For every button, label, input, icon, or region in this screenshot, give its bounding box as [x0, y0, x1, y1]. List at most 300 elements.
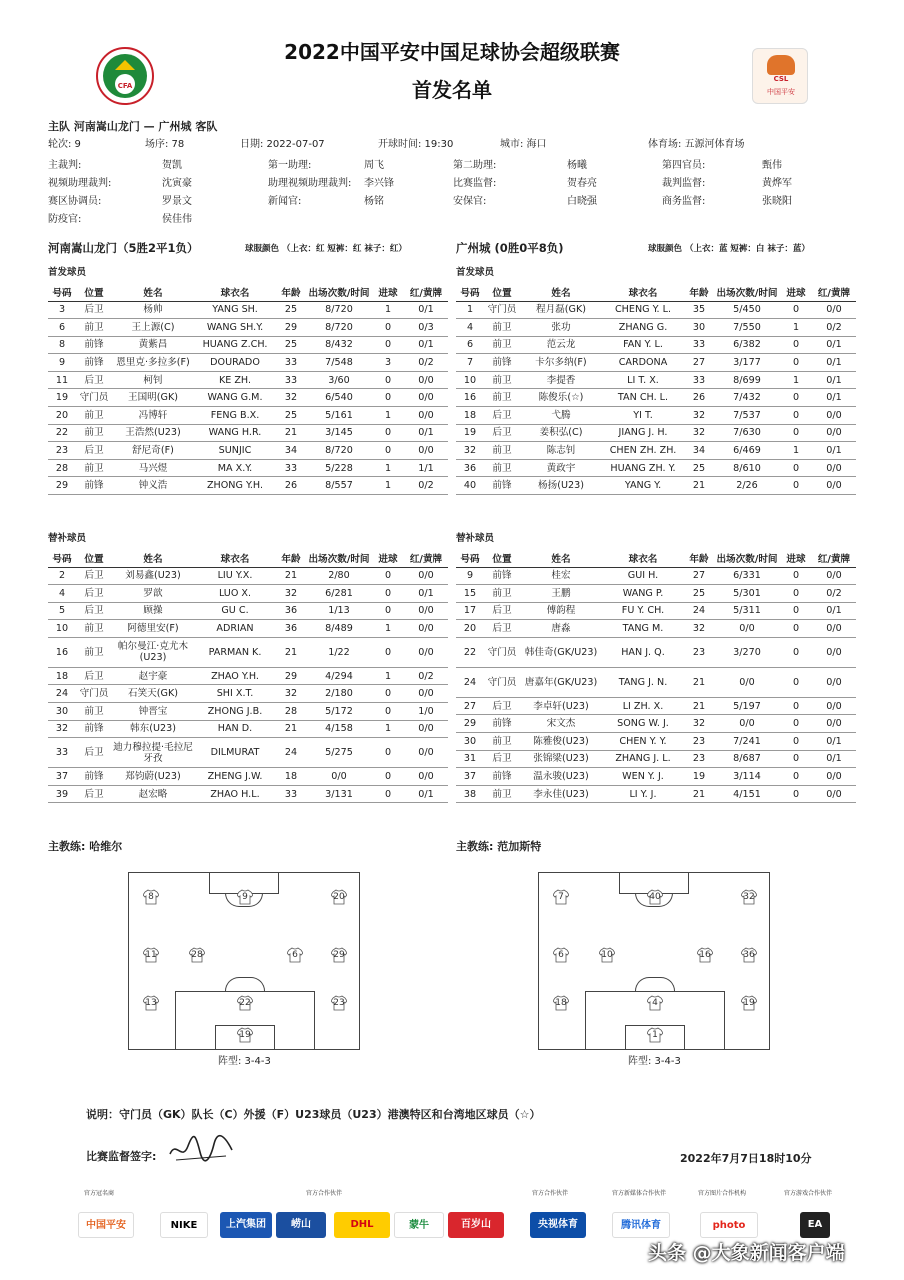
- official-cell: 赛区协调员:: [48, 196, 102, 207]
- table-row: [48, 371, 448, 389]
- table-cell: 11: [48, 371, 76, 389]
- player-shirt: [741, 947, 757, 963]
- away-coach: 主教练: 范加斯特: [456, 840, 542, 853]
- official-cell: 第一助理:: [268, 160, 312, 171]
- player-shirt: [331, 889, 347, 905]
- table-cell: 0/0: [404, 738, 448, 768]
- table-cell: 王鹏: [520, 585, 602, 603]
- table-cell: 6: [48, 319, 76, 337]
- legend: 说明：守门员（GK）队长（C）外援（F）U23球员（U23）港澳特区和台湾地区球员（☆）: [86, 1108, 541, 1121]
- table-cell: 前锋: [484, 354, 520, 372]
- table-cell: 0/0: [812, 667, 856, 697]
- table-cell: 38: [456, 785, 484, 803]
- table-cell: 0: [780, 620, 812, 638]
- table-cell: 0/2: [404, 667, 448, 685]
- table-cell: 赵宇豪: [112, 667, 194, 685]
- table-cell: ZHONG Y.H.: [194, 477, 276, 495]
- table-cell: ZHAO H.L.: [194, 785, 276, 803]
- official-cell: 主裁判:: [48, 160, 82, 171]
- table-cell: CHEN ZH. ZH.: [602, 442, 684, 460]
- player-shirt: [143, 889, 159, 905]
- table-cell: 0: [372, 785, 404, 803]
- table-cell: 前锋: [76, 354, 112, 372]
- sponsor-logo: 百岁山: [448, 1212, 504, 1238]
- table-cell: 0/1: [812, 733, 856, 751]
- table-cell: YANG Y.: [602, 477, 684, 495]
- column-header: 年龄: [684, 550, 714, 567]
- table-row: [48, 720, 448, 738]
- table-cell: 桂宏: [520, 567, 602, 585]
- table-cell: 1/22: [306, 637, 372, 667]
- table-cell: 22: [48, 424, 76, 442]
- table-cell: 0/0: [812, 697, 856, 715]
- table-cell: 3/131: [306, 785, 372, 803]
- table-row: [456, 602, 856, 620]
- sponsor-logo: 崂山: [276, 1212, 326, 1238]
- official-cell: 比赛监督:: [453, 178, 497, 189]
- table-row: [456, 715, 856, 733]
- table-cell: 0/1: [404, 585, 448, 603]
- table-cell: WANG P.: [602, 585, 684, 603]
- table-cell: 10: [456, 371, 484, 389]
- table-cell: HAN D.: [194, 720, 276, 738]
- shirt-number: 9: [242, 892, 248, 902]
- table-cell: 0/2: [812, 585, 856, 603]
- table-cell: 陈俊乐(☆): [520, 389, 602, 407]
- official-cell: 杨铭: [364, 196, 384, 207]
- column-header: 红/黄牌: [404, 284, 448, 301]
- table-cell: 李卓轩(U23): [520, 697, 602, 715]
- shirt-number: 10: [601, 950, 613, 960]
- table-cell: 36: [276, 602, 306, 620]
- column-header: 号码: [48, 284, 76, 301]
- table-row: [456, 697, 856, 715]
- column-header: 红/黄牌: [404, 550, 448, 567]
- table-cell: 26: [276, 477, 306, 495]
- table-cell: 钟义浩: [112, 477, 194, 495]
- table-cell: 16: [456, 389, 484, 407]
- table-cell: 26: [684, 389, 714, 407]
- sponsor-label: 官方冠名商: [84, 1190, 115, 1197]
- table-cell: 0: [372, 685, 404, 703]
- home-starters-table: [48, 284, 448, 495]
- official-cell: 助理视频助理裁判:: [268, 178, 352, 189]
- table-cell: 阿德里安(F): [112, 620, 194, 638]
- timestamp: 2022年7月7日18时10分: [680, 1152, 812, 1165]
- table-cell: 40: [456, 477, 484, 495]
- table-cell: 8/687: [714, 750, 780, 768]
- table-cell: 5/197: [714, 697, 780, 715]
- table-cell: 23: [684, 750, 714, 768]
- table-cell: 前卫: [484, 733, 520, 751]
- table-cell: 3/60: [306, 371, 372, 389]
- table-cell: 0/0: [812, 715, 856, 733]
- table-cell: 陈志钊: [520, 442, 602, 460]
- table-cell: 23: [684, 733, 714, 751]
- column-header: 号码: [456, 550, 484, 567]
- table-cell: 0: [372, 602, 404, 620]
- table-cell: 5/275: [306, 738, 372, 768]
- column-header: 年龄: [276, 550, 306, 567]
- table-cell: 18: [276, 768, 306, 786]
- sponsor-label: 官方新媒体合作伙伴: [612, 1190, 667, 1197]
- home-subs-label: 替补球员: [48, 533, 87, 544]
- table-cell: 32: [456, 442, 484, 460]
- home-coach: 主教练: 哈维尔: [48, 840, 123, 853]
- table-cell: 31: [456, 750, 484, 768]
- table-cell: 7/241: [714, 733, 780, 751]
- teams-line: 主队 河南嵩山龙门 — 广州城 客队: [48, 120, 218, 133]
- official-cell: 杨曦: [567, 160, 587, 171]
- table-cell: 0: [372, 371, 404, 389]
- official-cell: 视频助理裁判:: [48, 178, 112, 189]
- table-cell: 15: [456, 585, 484, 603]
- table-cell: 唐嘉年(GK/U23): [520, 667, 602, 697]
- table-cell: 32: [684, 715, 714, 733]
- column-header: 位置: [484, 550, 520, 567]
- table-cell: 32: [684, 424, 714, 442]
- table-cell: 石笑天(GK): [112, 685, 194, 703]
- table-cell: PARMAN K.: [194, 637, 276, 667]
- table-row: [48, 768, 448, 786]
- column-header: 出场次数/时间: [714, 284, 780, 301]
- table-cell: LI T. X.: [602, 371, 684, 389]
- table-cell: 1: [372, 667, 404, 685]
- official-cell: 新闻官:: [268, 196, 302, 207]
- csl-sponsor: 中国平安: [767, 88, 795, 96]
- away-kit: 球服颜色 （上衣：蓝 短裤：白 袜子：蓝）: [648, 244, 810, 254]
- table-cell: 柯钊: [112, 371, 194, 389]
- table-cell: 39: [48, 785, 76, 803]
- table-cell: 张功: [520, 319, 602, 337]
- table-cell: 33: [48, 738, 76, 768]
- table-cell: 30: [684, 319, 714, 337]
- table-cell: 8/699: [714, 371, 780, 389]
- table-cell: 5/311: [714, 602, 780, 620]
- player-shirt: [287, 947, 303, 963]
- table-cell: 0/0: [812, 477, 856, 495]
- official-cell: 罗景文: [162, 196, 192, 207]
- table-cell: 4/158: [306, 720, 372, 738]
- table-row: [48, 637, 448, 667]
- table-cell: 32: [276, 685, 306, 703]
- table-cell: 18: [456, 407, 484, 425]
- table-cell: 3: [372, 354, 404, 372]
- table-cell: 0/0: [404, 620, 448, 638]
- table-cell: 4: [456, 319, 484, 337]
- shirt-number: 40: [649, 892, 661, 902]
- table-cell: 37: [456, 768, 484, 786]
- table-cell: 5/172: [306, 703, 372, 721]
- table-cell: 前锋: [76, 477, 112, 495]
- table-cell: 18: [48, 667, 76, 685]
- table-cell: 后卫: [76, 738, 112, 768]
- table-cell: 0/2: [404, 477, 448, 495]
- table-cell: 李永佳(U23): [520, 785, 602, 803]
- home-kit: 球服颜色 （上衣：红 短裤：红 袜子：红）: [245, 244, 407, 254]
- column-header: 球衣名: [194, 284, 276, 301]
- table-cell: 0: [372, 585, 404, 603]
- table-cell: 前卫: [76, 319, 112, 337]
- table-cell: 后卫: [484, 750, 520, 768]
- table-cell: 30: [48, 703, 76, 721]
- table-row: [456, 585, 856, 603]
- table-cell: 帕尔曼江·克尤木(U23): [112, 637, 194, 667]
- table-row: [456, 637, 856, 667]
- table-cell: 21: [276, 720, 306, 738]
- table-cell: 1: [456, 301, 484, 319]
- sponsor-logo: EA: [800, 1212, 830, 1238]
- table-cell: 29: [276, 319, 306, 337]
- table-row: [456, 354, 856, 372]
- table-cell: 1/1: [404, 459, 448, 477]
- stadium: 体育场: 五源河体育场: [648, 139, 745, 150]
- player-shirt: [647, 1027, 663, 1043]
- table-cell: 3/145: [306, 424, 372, 442]
- player-shirt: [599, 947, 615, 963]
- table-cell: 0: [780, 354, 812, 372]
- watermark: 头条 @大象新闻客户端: [648, 1242, 845, 1264]
- table-cell: 0: [372, 637, 404, 667]
- table-cell: 唐淼: [520, 620, 602, 638]
- table-cell: 9: [48, 354, 76, 372]
- table-cell: 24: [276, 738, 306, 768]
- table-cell: 0: [780, 477, 812, 495]
- table-cell: FENG B.X.: [194, 407, 276, 425]
- table-cell: 20: [48, 407, 76, 425]
- table-cell: 1: [780, 442, 812, 460]
- table-cell: LI Y. J.: [602, 785, 684, 803]
- table-cell: 0/0: [404, 685, 448, 703]
- table-cell: 0: [372, 703, 404, 721]
- table-cell: 0: [780, 697, 812, 715]
- official-cell: 甄伟: [762, 160, 782, 171]
- table-cell: 29: [456, 715, 484, 733]
- table-cell: 2/180: [306, 685, 372, 703]
- table-cell: 33: [276, 459, 306, 477]
- table-row: [48, 354, 448, 372]
- table-cell: 33: [276, 785, 306, 803]
- table-row: [456, 567, 856, 585]
- player-shirt: [237, 889, 253, 905]
- column-header: 出场次数/时间: [306, 284, 372, 301]
- table-cell: 0/0: [404, 602, 448, 620]
- table-cell: 前锋: [76, 720, 112, 738]
- table-cell: 前卫: [484, 371, 520, 389]
- column-header: 球衣名: [194, 550, 276, 567]
- table-cell: 0: [780, 667, 812, 697]
- table-cell: 后卫: [484, 697, 520, 715]
- away-formation: 阵型: 3-4-3: [628, 1056, 681, 1067]
- table-cell: 0/0: [812, 301, 856, 319]
- shirt-number: 18: [555, 998, 567, 1008]
- table-cell: 33: [684, 336, 714, 354]
- table-cell: 后卫: [76, 602, 112, 620]
- table-cell: FAN Y. L.: [602, 336, 684, 354]
- table-cell: 0/0: [306, 768, 372, 786]
- away-starters-label: 首发球员: [456, 267, 495, 278]
- table-cell: 3/270: [714, 637, 780, 667]
- table-cell: 王浩然(U23): [112, 424, 194, 442]
- table-cell: 4/294: [306, 667, 372, 685]
- table-cell: 5/450: [714, 301, 780, 319]
- column-header: 红/黄牌: [812, 284, 856, 301]
- table-cell: 21: [276, 637, 306, 667]
- table-cell: 2: [48, 567, 76, 585]
- table-cell: 16: [48, 637, 76, 667]
- column-header: 姓名: [112, 284, 194, 301]
- table-cell: 0/0: [404, 567, 448, 585]
- column-header: 年龄: [276, 284, 306, 301]
- table-cell: 0/0: [404, 768, 448, 786]
- sponsor-label: 官方游戏合作伙伴: [784, 1190, 833, 1197]
- table-cell: 0: [780, 602, 812, 620]
- table-cell: 6/281: [306, 585, 372, 603]
- table-cell: 后卫: [484, 424, 520, 442]
- table-cell: 前卫: [76, 637, 112, 667]
- table-row: [456, 371, 856, 389]
- table-cell: 20: [456, 620, 484, 638]
- table-cell: 顾操: [112, 602, 194, 620]
- table-cell: 7/432: [714, 389, 780, 407]
- table-row: [48, 336, 448, 354]
- player-shirt: [741, 889, 757, 905]
- shirt-number: 36: [743, 950, 755, 960]
- table-cell: 32: [276, 389, 306, 407]
- player-shirt: [143, 995, 159, 1011]
- table-cell: SHI X.T.: [194, 685, 276, 703]
- table-cell: 32: [276, 585, 306, 603]
- table-cell: 0/0: [812, 620, 856, 638]
- away-starters-table: [456, 284, 856, 495]
- table-cell: 前卫: [76, 424, 112, 442]
- table-cell: 0: [372, 336, 404, 354]
- table-cell: 21: [276, 424, 306, 442]
- kickoff: 开球时间: 19:30: [378, 139, 454, 150]
- table-cell: 前卫: [76, 459, 112, 477]
- table-cell: 23: [48, 442, 76, 460]
- table-row: [456, 750, 856, 768]
- table-cell: 王上源(C): [112, 319, 194, 337]
- table-cell: 4/151: [714, 785, 780, 803]
- table-cell: 0/1: [812, 602, 856, 620]
- table-cell: LIU Y.X.: [194, 567, 276, 585]
- table-cell: 30: [456, 733, 484, 751]
- table-cell: 刘易鑫(U23): [112, 567, 194, 585]
- table-cell: 2/80: [306, 567, 372, 585]
- table-cell: 8/720: [306, 442, 372, 460]
- table-cell: 0: [372, 442, 404, 460]
- column-header: 号码: [48, 550, 76, 567]
- shirt-number: 28: [191, 950, 203, 960]
- official-cell: 周飞: [364, 160, 384, 171]
- official-cell: 沈寅豪: [162, 178, 192, 189]
- table-cell: 杨扬(U23): [520, 477, 602, 495]
- table-cell: 0/0: [812, 459, 856, 477]
- table-row: [48, 703, 448, 721]
- table-cell: HAN J. Q.: [602, 637, 684, 667]
- table-row: [48, 620, 448, 638]
- home-team-name: 河南嵩山龙门（5胜2平1负）: [48, 241, 199, 255]
- table-cell: 3: [48, 301, 76, 319]
- table-cell: 0: [780, 424, 812, 442]
- table-cell: 前卫: [76, 620, 112, 638]
- table-row: [48, 459, 448, 477]
- table-cell: 5/301: [714, 585, 780, 603]
- table-cell: 马兴煜: [112, 459, 194, 477]
- away-subs-label: 替补球员: [456, 533, 495, 544]
- table-cell: 9: [456, 567, 484, 585]
- official-cell: 贺春亮: [567, 178, 597, 189]
- column-header: 红/黄牌: [812, 550, 856, 567]
- table-cell: 0: [780, 715, 812, 733]
- table-cell: ZHENG J.W.: [194, 768, 276, 786]
- table-row: [48, 602, 448, 620]
- table-cell: 后卫: [76, 442, 112, 460]
- column-header: 进球: [780, 550, 812, 567]
- home-formation: 阵型: 3-4-3: [218, 1056, 271, 1067]
- table-cell: 32: [684, 407, 714, 425]
- column-header: 出场次数/时间: [306, 550, 372, 567]
- table-cell: 23: [684, 637, 714, 667]
- table-cell: 卡尔多纳(F): [520, 354, 602, 372]
- official-cell: 白晓强: [567, 196, 597, 207]
- home-subs-table: [48, 550, 448, 803]
- page-title: 2022中国平安中国足球协会超级联赛: [284, 40, 620, 64]
- table-row: [48, 567, 448, 585]
- table-cell: 0: [372, 567, 404, 585]
- table-cell: 8/489: [306, 620, 372, 638]
- table-cell: 钟晋宝: [112, 703, 194, 721]
- table-row: [48, 738, 448, 768]
- player-shirt: [647, 995, 663, 1011]
- table-row: [48, 407, 448, 425]
- table-cell: YI T.: [602, 407, 684, 425]
- column-header: 姓名: [112, 550, 194, 567]
- table-cell: 33: [276, 371, 306, 389]
- table-cell: 前卫: [484, 585, 520, 603]
- table-cell: 24: [684, 602, 714, 620]
- table-cell: 0/0: [812, 407, 856, 425]
- table-cell: 6/469: [714, 442, 780, 460]
- table-cell: 27: [684, 354, 714, 372]
- table-row: [456, 301, 856, 319]
- table-cell: 恩里克·多拉多(F): [112, 354, 194, 372]
- table-cell: CHEN Y. Y.: [602, 733, 684, 751]
- table-cell: KE ZH.: [194, 371, 276, 389]
- table-cell: 守门员: [484, 637, 520, 667]
- table-cell: 7: [456, 354, 484, 372]
- table-cell: MA X.Y.: [194, 459, 276, 477]
- table-cell: 前卫: [484, 319, 520, 337]
- table-cell: 0: [372, 424, 404, 442]
- table-cell: 0/0: [812, 785, 856, 803]
- table-cell: 0/0: [404, 637, 448, 667]
- column-header: 姓名: [520, 284, 602, 301]
- table-row: [48, 667, 448, 685]
- player-shirt: [237, 1027, 253, 1043]
- table-cell: 0/1: [812, 442, 856, 460]
- table-row: [456, 667, 856, 697]
- table-cell: 后卫: [76, 785, 112, 803]
- column-header: 年龄: [684, 284, 714, 301]
- table-cell: JIANG J. H.: [602, 424, 684, 442]
- table-cell: 29: [276, 667, 306, 685]
- table-cell: 后卫: [76, 301, 112, 319]
- column-header: 位置: [76, 550, 112, 567]
- player-shirt: [553, 889, 569, 905]
- table-cell: 0: [372, 389, 404, 407]
